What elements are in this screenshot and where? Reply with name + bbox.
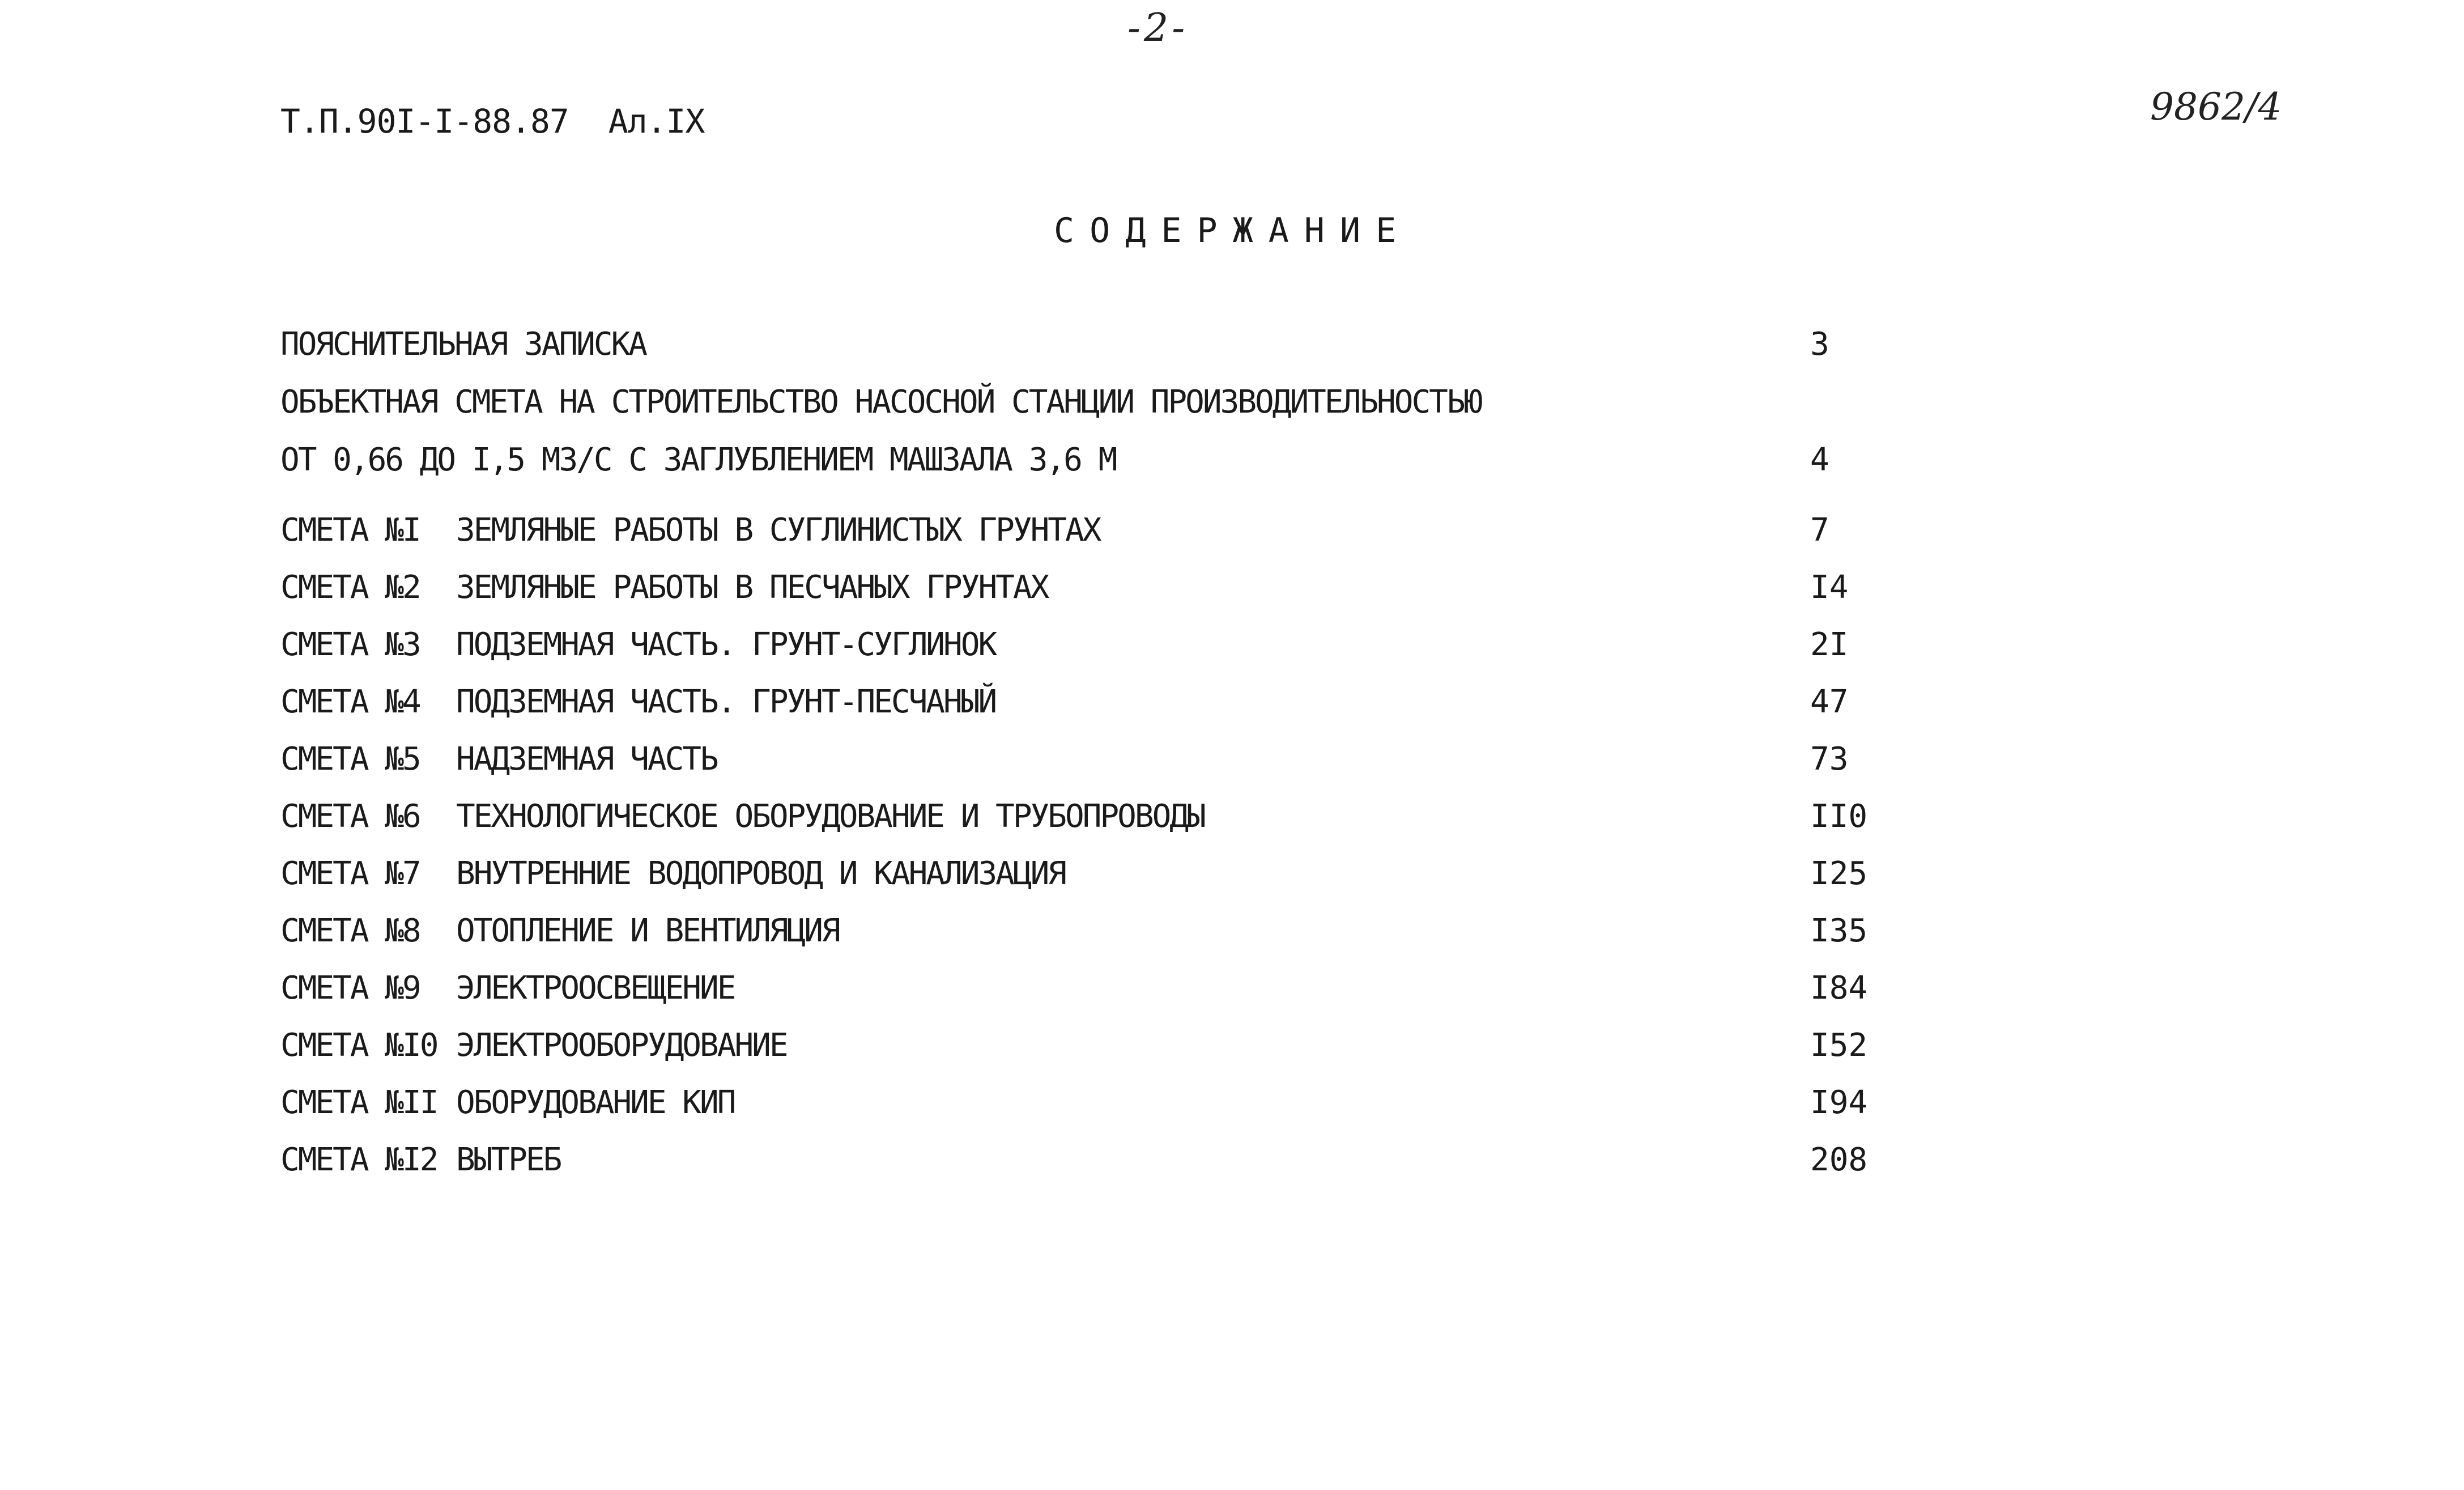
estimate-title: ТЕХНОЛОГИЧЕСКОЕ ОБОРУДОВАНИЕ И ТРУБОПРОВОДЫ <box>456 798 1205 835</box>
estimate-number: СМЕТА №I0 <box>280 1027 437 1064</box>
toc-row <box>280 442 1980 487</box>
estimate-title: ЗЕМЛЯНЫЕ РАБОТЫ В СУГЛИНИСТЫХ ГРУНТАХ <box>456 512 1100 549</box>
toc-page: I35 <box>1810 912 1868 949</box>
toc-page: I4 <box>1810 569 1849 606</box>
estimate-number: СМЕТА №I <box>280 512 420 549</box>
estimate-title: ВЫТРЕБ <box>456 1141 561 1178</box>
toc-label <box>280 512 1100 549</box>
estimate-title: ОБОРУДОВАНИЕ КИП <box>456 1084 735 1121</box>
estimate-number: СМЕТА №5 <box>280 741 420 778</box>
toc-label <box>280 855 1065 892</box>
estimate-number: СМЕТА №2 <box>280 569 420 606</box>
toc-row <box>280 741 1980 786</box>
album-number: Ал.IX <box>608 102 705 141</box>
toc-page: 7 <box>1810 512 1829 549</box>
toc-row <box>280 970 1980 1015</box>
toc-row <box>280 326 1980 371</box>
estimate-title: ЭЛЕКТРООСВЕЩЕНИЕ <box>456 970 735 1007</box>
toc-page: 2I <box>1810 626 1849 663</box>
toc-row <box>280 1027 1980 1072</box>
toc-label <box>280 1141 560 1178</box>
toc-label: ОБЪЕКТНАЯ СМЕТА НА СТРОИТЕЛЬСТВО НАСОСНОЙ СТАНЦИИ ПРОИЗВОДИТЕЛЬНОСТЬЮ <box>280 384 1482 421</box>
estimate-number: СМЕТА №I2 <box>280 1141 437 1178</box>
estimate-number: СМЕТА №3 <box>280 626 420 663</box>
estimate-title: ЗЕМЛЯНЫЕ РАБОТЫ В ПЕСЧАНЫХ ГРУНТАХ <box>456 569 1048 606</box>
toc-label <box>280 912 839 949</box>
toc-label <box>280 970 734 1007</box>
toc-row <box>280 912 1980 958</box>
doc-code-value: Т.П.90I-I-88.87 <box>280 102 569 141</box>
estimate-title: ВНУТРЕННИЕ ВОДОПРОВОД И КАНАЛИЗАЦИЯ <box>456 855 1066 892</box>
estimate-number: СМЕТА №6 <box>280 798 420 835</box>
toc-page: I94 <box>1810 1084 1868 1121</box>
toc-label <box>280 684 995 720</box>
estimate-number: СМЕТА №II <box>280 1084 437 1121</box>
estimate-title: ПОДЗЕМНАЯ ЧАСТЬ. ГРУНТ-СУГЛИНОК <box>456 626 996 663</box>
toc-row <box>280 384 1980 429</box>
estimate-number: СМЕТА №4 <box>280 684 420 720</box>
toc-page: 73 <box>1810 741 1849 778</box>
estimate-title: ЭЛЕКТРООБОРУДОВАНИЕ <box>456 1027 787 1064</box>
toc-row <box>280 1084 1980 1130</box>
toc-label <box>280 798 1205 835</box>
toc-row <box>280 855 1980 901</box>
toc-row <box>280 798 1980 843</box>
toc-page: I84 <box>1810 970 1868 1007</box>
archive-number: 9862/4 <box>2150 85 2282 129</box>
estimate-title: ПОДЗЕМНАЯ ЧАСТЬ. ГРУНТ-ПЕСЧАНЫЙ <box>456 684 996 720</box>
toc-label <box>280 1084 734 1121</box>
toc-page: 3 <box>1810 326 1829 363</box>
toc-page: 208 <box>1810 1141 1868 1178</box>
estimate-title: ОТОПЛЕНИЕ И ВЕНТИЛЯЦИЯ <box>456 912 839 949</box>
toc-page: 47 <box>1810 684 1849 720</box>
toc-label: ПОЯСНИТЕЛЬНАЯ ЗАПИСКА <box>280 326 646 363</box>
toc-page: I52 <box>1810 1027 1868 1064</box>
toc-page: 4 <box>1810 442 1829 478</box>
toc-page: I25 <box>1810 855 1868 892</box>
toc-label <box>280 1027 787 1064</box>
estimate-title: НАДЗЕМНАЯ ЧАСТЬ <box>456 741 717 778</box>
toc-label <box>280 569 1048 606</box>
toc-label <box>280 626 995 663</box>
page-number: -2- <box>1127 6 1189 50</box>
toc-row <box>280 1141 1980 1187</box>
toc-page: II0 <box>1810 798 1868 835</box>
contents-title: СОДЕРЖАНИЕ <box>1054 211 1412 251</box>
toc-row <box>280 684 1980 729</box>
estimate-number: СМЕТА №9 <box>280 970 420 1007</box>
estimate-number: СМЕТА №7 <box>280 855 420 892</box>
toc-label: ОТ 0,66 ДО I,5 МЗ/С С ЗАГЛУБЛЕНИЕМ МАШЗАЛА 3,6 М <box>280 442 1116 478</box>
toc-label <box>280 741 717 778</box>
estimate-number: СМЕТА №8 <box>280 912 420 949</box>
toc-row <box>280 626 1980 672</box>
toc-row <box>280 569 1980 614</box>
document-code <box>280 102 704 141</box>
toc-row <box>280 512 1980 557</box>
